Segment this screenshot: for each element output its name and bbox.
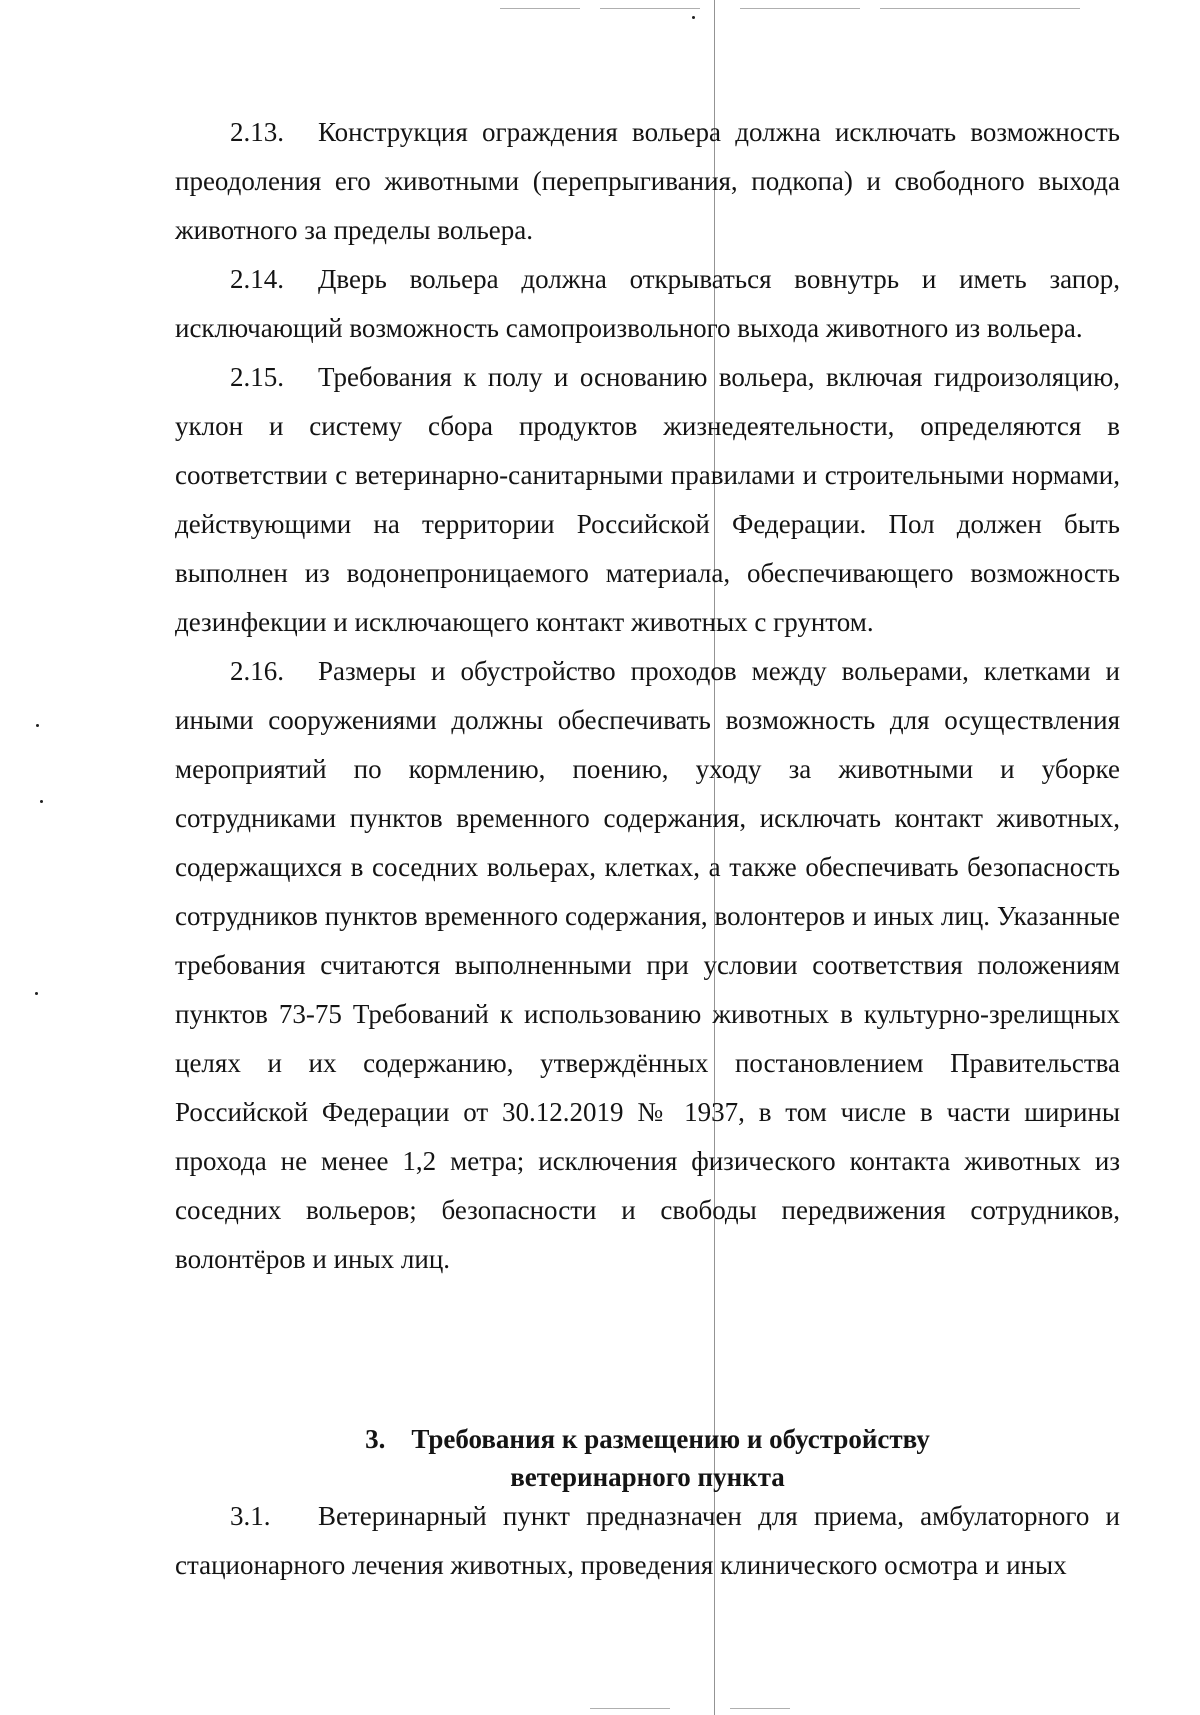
section-heading-line-2: ветеринарного пункта — [510, 1462, 785, 1492]
section-3-body — [175, 1492, 1120, 1590]
section-title: Требования к размещению и обустройству — [411, 1424, 930, 1454]
scan-mark — [880, 8, 1080, 9]
paragraph-text: Ветеринарный пункт предназначен для приема, амбулаторного и стационарного лечения животных, проведения клинического осмотра и иных — [175, 1501, 1120, 1580]
section-3-heading — [175, 1420, 1120, 1496]
scan-speck — [36, 724, 39, 727]
paragraph-text: Дверь вольера должна открываться вовнутрь и иметь запор, исключающий возможность самопроизвольного выхода животного из вольера. — [175, 264, 1120, 343]
paragraph-text: Конструкция ограждения вольера должна исключать возможность преодоления его животными (перепрыгивания, подкопа) и свободного выхода животного за пределы вольера. — [175, 117, 1120, 245]
scan-speck — [35, 992, 38, 995]
scan-mark — [590, 1708, 670, 1709]
paragraph-text: Размеры и обустройство проходов между вольерами, клетками и иными сооружениями должны обеспечивать возможность для осуществления мероприятий по кормлению, поению, уходу за животными и уборке сотрудниками пунктов временного содержания, исключать контакт животных, содержащихся в соседних вольерах, клетках, а также обеспечивать безопасность сотрудников пунктов временного содержания, волонтеров и иных лиц. Указанные требования считаются выполненными при условии соответствия положениям пунктов 73-75 Требований к использованию животных в культурно-зрелищных целях и их содержанию, утверждённых постановлением Правительства Российской Федерации от 30.12.2019 № 1937, в том числе в части ширины прохода не менее 1,2 метра; исключения физического контакта животных из соседних вольеров; безопасности и свободы передвижения сотрудников, волонтёров и иных лиц. — [175, 656, 1120, 1274]
paragraph-3-1 — [175, 1492, 1120, 1590]
scan-mark — [730, 1708, 790, 1709]
paragraph-2-16 — [175, 647, 1120, 1284]
scan-speck — [692, 16, 695, 19]
paragraph-number: 3.1. — [230, 1501, 271, 1531]
paragraph-number: 2.13. — [230, 117, 284, 147]
paragraph-number: 2.15. — [230, 362, 284, 392]
scan-mark — [500, 8, 580, 9]
paragraph-2-13 — [175, 108, 1120, 255]
section-2-body — [175, 108, 1120, 1284]
paragraph-number: 2.16. — [230, 656, 284, 686]
scan-speck — [40, 800, 43, 803]
section-number: 3. — [365, 1424, 386, 1454]
paragraph-2-14 — [175, 255, 1120, 353]
paragraph-number: 2.14. — [230, 264, 284, 294]
paragraph-text: Требования к полу и основанию вольера, включая гидроизоляцию, уклон и систему сбора продуктов жизнедеятельности, определяются в соответствии с ветеринарно-санитарными правилами и строительными нормами, действующими на территории Российской Федерации. Пол должен быть выполнен из водонепроницаемого материала, обеспечивающего возможность дезинфекции и исключающего контакт животных с грунтом. — [175, 362, 1120, 637]
section-heading-line-1 — [175, 1420, 1120, 1458]
scan-mark — [600, 8, 700, 9]
scan-mark — [740, 8, 860, 9]
paragraph-2-15 — [175, 353, 1120, 647]
